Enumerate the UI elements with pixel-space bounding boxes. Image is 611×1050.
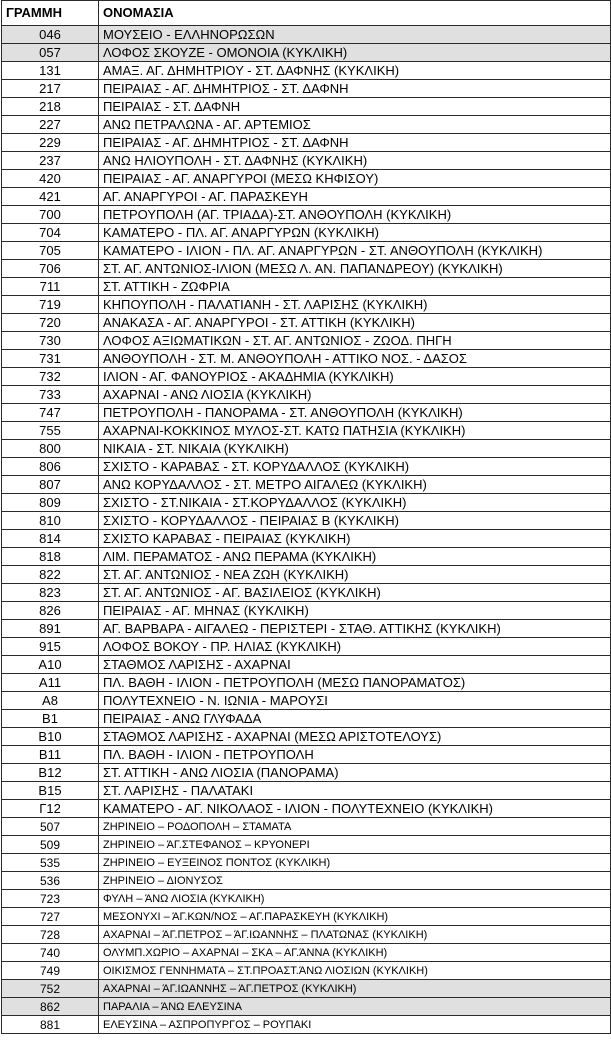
route-name: ΖΗΡΙΝΕΙΟ – ΡΟΔΟΠΟΛΗ – ΣΤΑΜΑΤΑ (99, 818, 611, 836)
table-row (2, 80, 611, 98)
route-name: ΑΝΩ ΠΕΤΡΑΛΩΝΑ - ΑΓ. ΑΡΤΕΜΙΟΣ (99, 116, 611, 134)
route-name: ΙΛΙΟΝ - ΑΓ. ΦΑΝΟΥΡΙΟΣ - ΑΚΑΔΗΜΙΑ (ΚΥΚΛΙΚΗ) (99, 368, 611, 386)
table-row (2, 566, 611, 584)
route-code: Β1 (2, 710, 99, 728)
table-row (2, 584, 611, 602)
table-row (2, 404, 611, 422)
route-name: ΠΕΤΡΟΥΠΟΛΗ (ΑΓ. ΤΡΙΑΔΑ)-ΣΤ. ΑΝΘΟΥΠΟΛΗ (ΚΥΚΛΙΚΗ) (99, 206, 611, 224)
route-code: 706 (2, 260, 99, 278)
table-row (2, 152, 611, 170)
table-row (2, 98, 611, 116)
table-row (2, 638, 611, 656)
table-row (2, 494, 611, 512)
table-row (2, 998, 611, 1016)
table-row (2, 656, 611, 674)
table-row (2, 278, 611, 296)
route-code: 809 (2, 494, 99, 512)
route-code: Α11 (2, 674, 99, 692)
route-code: 046 (2, 26, 99, 44)
table-row (2, 782, 611, 800)
route-code: 218 (2, 98, 99, 116)
table-row (2, 674, 611, 692)
route-name: ΑΧΑΡΝΑΙ-ΚΟΚΚΙΝΟΣ ΜΥΛΟΣ-ΣΤ. ΚΑΤΩ ΠΑΤΗΣΙΑ (ΚΥΚΛΙΚΗ) (99, 422, 611, 440)
header-name: ΟΝΟΜΑΣΙΑ (99, 1, 611, 26)
route-name: ΛΟΦΟΣ ΑΞΙΩΜΑΤΙΚΩΝ - ΣΤ. ΑΓ. ΑΝΤΩΝΙΟΣ - ΖΩΟΔ. ΠΗΓΗ (99, 332, 611, 350)
route-code: 881 (2, 1016, 99, 1034)
routes-table (1, 0, 611, 1034)
route-name: ΣΤ. ΑΓ. ΑΝΤΩΝΙΟΣ - ΝΕΑ ΖΩΗ (ΚΥΚΛΙΚΗ) (99, 566, 611, 584)
route-name: ΠΛ. ΒΑΘΗ - ΙΛΙΟΝ - ΠΕΤΡΟΥΠΟΛΗ (99, 746, 611, 764)
route-code: 826 (2, 602, 99, 620)
table-row (2, 692, 611, 710)
route-code: 723 (2, 890, 99, 908)
route-code: 891 (2, 620, 99, 638)
route-code: 719 (2, 296, 99, 314)
route-name: ΠΑΡΑΛΙΑ – ΆΝΩ ΕΛΕΥΣΙΝΑ (99, 998, 611, 1016)
route-name: ΠΕΤΡΟΥΠΟΛΗ - ΠΑΝΟΡΑΜΑ - ΣΤ. ΑΝΘΟΥΠΟΛΗ (ΚΥΚΛΙΚΗ) (99, 404, 611, 422)
table-row (2, 764, 611, 782)
table-row (2, 836, 611, 854)
route-name: ΟΛΥΜΠ.ΧΩΡΙΟ – ΑΧΑΡΝΑΙ – ΣΚΑ – ΑΓ.ΆΝΝΑ (ΚΥΚΛΙΚΗ) (99, 944, 611, 962)
table-row (2, 206, 611, 224)
route-code: 509 (2, 836, 99, 854)
route-code: 131 (2, 62, 99, 80)
table-row (2, 332, 611, 350)
route-code: 862 (2, 998, 99, 1016)
route-name: ΛΙΜ. ΠΕΡΑΜΑΤΟΣ - ΑΝΩ ΠΕΡΑΜΑ (ΚΥΚΛΙΚΗ) (99, 548, 611, 566)
table-row (2, 116, 611, 134)
table-row (2, 710, 611, 728)
route-name: ΑΧΑΡΝΑΙ – ΆΓ.ΠΕΤΡΟΣ – ΆΓ.ΙΩΑΝΝΗΣ – ΠΛΑΤΩΝΑΣ (ΚΥΚΛΙΚΗ) (99, 926, 611, 944)
route-code: 800 (2, 440, 99, 458)
routes-body (2, 26, 611, 1034)
route-name: ΑΝΩ ΚΟΡΥΔΑΛΛΟΣ - ΣΤ. ΜΕΤΡΟ ΑΙΓΑΛΕΩ (ΚΥΚΛΙΚΗ) (99, 476, 611, 494)
route-name: ΖΗΡΙΝΕΙΟ – ΆΓ.ΣΤΕΦΑΝΟΣ – ΚΡΥΟΝΕΡΙ (99, 836, 611, 854)
route-name: ΛΟΦΟΣ ΒΟΚΟΥ - ΠΡ. ΗΛΙΑΣ (ΚΥΚΛΙΚΗ) (99, 638, 611, 656)
route-name: ΜΟΥΣΕΙΟ - ΕΛΛΗΝΟΡΩΣΩΝ (99, 26, 611, 44)
table-row (2, 134, 611, 152)
route-name: ΑΓ. ΑΝΑΡΓΥΡΟΙ - ΑΓ. ΠΑΡΑΣΚΕΥΗ (99, 188, 611, 206)
route-code: 749 (2, 962, 99, 980)
table-row (2, 44, 611, 62)
route-name: ΣΤΑΘΜΟΣ ΛΑΡΙΣΗΣ - ΑΧΑΡΝΑΙ (99, 656, 611, 674)
route-code: Α10 (2, 656, 99, 674)
route-code: 704 (2, 224, 99, 242)
route-name: ΠΕΙΡΑΙΑΣ - ΑΝΩ ΓΛΥΦΑΔΑ (99, 710, 611, 728)
table-row (2, 26, 611, 44)
table-row (2, 962, 611, 980)
route-name: ΑΝΩ ΗΛΙΟΥΠΟΛΗ - ΣΤ. ΔΑΦΝΗΣ (ΚΥΚΛΙΚΗ) (99, 152, 611, 170)
table-row (2, 458, 611, 476)
route-name: ΑΝΑΚΑΣΑ - ΑΓ. ΑΝΑΡΓΥΡΟΙ - ΣΤ. ΑΤΤΙΚΗ (ΚΥΚΛΙΚΗ) (99, 314, 611, 332)
route-name: ΑΓ. ΒΑΡΒΑΡΑ - ΑΙΓΑΛΕΩ - ΠΕΡΙΣΤΕΡΙ - ΣΤΑΘ. ΑΤΤΙΚΗΣ (ΚΥΚΛΙΚΗ) (99, 620, 611, 638)
route-name: ΑΧΑΡΝΑΙ - ΑΝΩ ΛΙΟΣΙΑ (ΚΥΚΛΙΚΗ) (99, 386, 611, 404)
table-row (2, 908, 611, 926)
route-name: ΣΤ. ΛΑΡΙΣΗΣ - ΠΑΛΑΤΑΚΙ (99, 782, 611, 800)
route-name: ΟΙΚΙΣΜΟΣ ΓΕΝΝΗΜΑΤΑ – ΣΤ.ΠΡΟΑΣΤ.ΆΝΩ ΛΙΟΣΙΩΝ (ΚΥΚΛΙΚΗ) (99, 962, 611, 980)
route-code: 730 (2, 332, 99, 350)
route-code: 755 (2, 422, 99, 440)
route-name: ΖΗΡΙΝΕΙΟ – ΔΙΟΝΥΣΟΣ (99, 872, 611, 890)
table-row (2, 476, 611, 494)
route-code: Γ12 (2, 800, 99, 818)
route-code: 727 (2, 908, 99, 926)
table-row (2, 620, 611, 638)
header-row (2, 1, 611, 26)
table-row (2, 512, 611, 530)
table-row (2, 296, 611, 314)
route-name: ΣΧΙΣΤΟ ΚΑΡΑΒΑΣ - ΠΕΙΡΑΙΑΣ (ΚΥΚΛΙΚΗ) (99, 530, 611, 548)
table-row (2, 530, 611, 548)
route-name: ΠΟΛΥΤΕΧΝΕΙΟ - Ν. ΙΩΝΙΑ - ΜΑΡΟΥΣΙ (99, 692, 611, 710)
route-code: 227 (2, 116, 99, 134)
route-code: 807 (2, 476, 99, 494)
route-code: 747 (2, 404, 99, 422)
route-name: ΖΗΡΙΝΕΙΟ – ΕΥΞΕΙΝΟΣ ΠΟΝΤΟΣ (ΚΥΚΛΙΚΗ) (99, 854, 611, 872)
table-row (2, 890, 611, 908)
route-name: ΚΑΜΑΤΕΡΟ - ΑΓ. ΝΙΚΟΛΑΟΣ - ΙΛΙΟΝ - ΠΟΛΥΤΕΧΝΕΙΟ (ΚΥΚΛΙΚΗ) (99, 800, 611, 818)
table-row (2, 872, 611, 890)
route-name: ΠΕΙΡΑΙΑΣ - ΑΓ. ΜΗΝΑΣ (ΚΥΚΛΙΚΗ) (99, 602, 611, 620)
route-name: ΠΕΙΡΑΙΑΣ - ΑΓ. ΑΝΑΡΓΥΡΟΙ (ΜΕΣΩ ΚΗΦΙΣΟΥ) (99, 170, 611, 188)
route-name: ΚΑΜΑΤΕΡΟ - ΠΛ. ΑΓ. ΑΝΑΡΓΥΡΩΝ (ΚΥΚΛΙΚΗ) (99, 224, 611, 242)
table-row (2, 440, 611, 458)
table-row (2, 260, 611, 278)
route-name: ΑΧΑΡΝΑΙ – ΆΓ.ΙΩΑΝΝΗΣ – ΆΓ.ΠΕΤΡΟΣ (ΚΥΚΛΙΚΗ) (99, 980, 611, 998)
route-name: ΣΧΙΣΤΟ - ΣΤ.ΝΙΚΑΙΑ - ΣΤ.ΚΟΡΥΔΑΛΛΟΣ (ΚΥΚΛΙΚΗ) (99, 494, 611, 512)
route-code: Β11 (2, 746, 99, 764)
route-code: 814 (2, 530, 99, 548)
route-code: Β12 (2, 764, 99, 782)
route-code: 711 (2, 278, 99, 296)
route-code: 535 (2, 854, 99, 872)
route-name: ΚΗΠΟΥΠΟΛΗ - ΠΑΛΑΤΙΑΝΗ - ΣΤ. ΛΑΡΙΣΗΣ (ΚΥΚΛΙΚΗ) (99, 296, 611, 314)
table-row (2, 944, 611, 962)
route-code: 057 (2, 44, 99, 62)
table-row (2, 350, 611, 368)
route-code: 806 (2, 458, 99, 476)
route-name: ΜΕΣΟΝΥΧΙ – ΆΓ.ΚΩΝ/ΝΟΣ – ΑΓ.ΠΑΡΑΣΚΕΥΗ (ΚΥΚΛΙΚΗ) (99, 908, 611, 926)
route-code: 810 (2, 512, 99, 530)
route-code: 728 (2, 926, 99, 944)
table-row (2, 602, 611, 620)
route-name: ΣΤ. ΑΤΤΙΚΗ - ΖΩΦΡΙΑ (99, 278, 611, 296)
table-row (2, 728, 611, 746)
table-row (2, 224, 611, 242)
table-row (2, 422, 611, 440)
route-code: 740 (2, 944, 99, 962)
table-row (2, 818, 611, 836)
route-code: 421 (2, 188, 99, 206)
route-code: 420 (2, 170, 99, 188)
route-name: ΛΟΦΟΣ ΣΚΟΥΖΕ - ΟΜΟΝΟΙΑ (ΚΥΚΛΙΚΗ) (99, 44, 611, 62)
route-name: ΠΕΙΡΑΙΑΣ - ΑΓ. ΔΗΜΗΤΡΙΟΣ - ΣΤ. ΔΑΦΝΗ (99, 134, 611, 152)
route-name: ΠΕΙΡΑΙΑΣ - ΣΤ. ΔΑΦΝΗ (99, 98, 611, 116)
route-name: ΦΥΛΗ – ΆΝΩ ΛΙΟΣΙΑ (ΚΥΚΛΙΚΗ) (99, 890, 611, 908)
route-name: ΑΝΘΟΥΠΟΛΗ - ΣΤ. Μ. ΑΝΘΟΥΠΟΛΗ - ΑΤΤΙΚΟ ΝΟΣ. - ΔΑΣΟΣ (99, 350, 611, 368)
table-row (2, 188, 611, 206)
table-row (2, 242, 611, 260)
table-row (2, 62, 611, 80)
route-code: 536 (2, 872, 99, 890)
table-row (2, 314, 611, 332)
route-code: 731 (2, 350, 99, 368)
table-row (2, 980, 611, 998)
table-row (2, 746, 611, 764)
route-name: ΠΕΙΡΑΙΑΣ - ΑΓ. ΔΗΜΗΤΡΙΟΣ - ΣΤ. ΔΑΦΝΗ (99, 80, 611, 98)
route-code: 818 (2, 548, 99, 566)
route-name: ΝΙΚΑΙΑ - ΣΤ. ΝΙΚΑΙΑ (ΚΥΚΛΙΚΗ) (99, 440, 611, 458)
route-name: ΕΛΕΥΣΙΝΑ – ΑΣΠΡΟΠΥΡΓΟΣ – ΡΟΥΠΑΚΙ (99, 1016, 611, 1034)
table-row (2, 170, 611, 188)
route-code: 507 (2, 818, 99, 836)
route-code: 229 (2, 134, 99, 152)
route-code: 217 (2, 80, 99, 98)
table-row (2, 386, 611, 404)
table-row (2, 368, 611, 386)
route-code: 752 (2, 980, 99, 998)
route-name: ΣΤ. ΑΤΤΙΚΗ - ΑΝΩ ΛΙΟΣΙΑ (ΠΑΝΟΡΑΜΑ) (99, 764, 611, 782)
route-code: Β15 (2, 782, 99, 800)
table-row (2, 1016, 611, 1034)
route-code: 915 (2, 638, 99, 656)
route-name: ΑΜΑΞ. ΑΓ. ΔΗΜΗΤΡΙΟΥ - ΣΤ. ΔΑΦΝΗΣ (ΚΥΚΛΙΚΗ) (99, 62, 611, 80)
route-code: 720 (2, 314, 99, 332)
route-code: 823 (2, 584, 99, 602)
route-code: 700 (2, 206, 99, 224)
table-row (2, 854, 611, 872)
table-row (2, 548, 611, 566)
route-code: Β10 (2, 728, 99, 746)
route-name: ΣΤ. ΑΓ. ΑΝΤΩΝΙΟΣ - ΑΓ. ΒΑΣΙΛΕΙΟΣ (ΚΥΚΛΙΚΗ) (99, 584, 611, 602)
route-code: 705 (2, 242, 99, 260)
route-code: 733 (2, 386, 99, 404)
table-row (2, 926, 611, 944)
route-code: 732 (2, 368, 99, 386)
route-name: ΣΧΙΣΤΟ - ΚΑΡΑΒΑΣ - ΣΤ. ΚΟΡΥΔΑΛΛΟΣ (ΚΥΚΛΙΚΗ) (99, 458, 611, 476)
route-name: ΚΑΜΑΤΕΡΟ - ΙΛΙΟΝ - ΠΛ. ΑΓ. ΑΝΑΡΓΥΡΩΝ - ΣΤ. ΑΝΘΟΥΠΟΛΗ (ΚΥΚΛΙΚΗ) (99, 242, 611, 260)
route-code: Α8 (2, 692, 99, 710)
route-name: ΣΤ. ΑΓ. ΑΝΤΩΝΙΟΣ-ΙΛΙΟΝ (ΜΕΣΩ Λ. ΑΝ. ΠΑΠΑΝΔΡΕΟΥ) (ΚΥΚΛΙΚΗ) (99, 260, 611, 278)
route-name: ΣΤΑΘΜΟΣ ΛΑΡΙΣΗΣ - ΑΧΑΡΝΑΙ (ΜΕΣΩ ΑΡΙΣΤΟΤΕΛΟΥΣ) (99, 728, 611, 746)
route-name: ΣΧΙΣΤΟ - ΚΟΡΥΔΑΛΛΟΣ - ΠΕΙΡΑΙΑΣ Β (ΚΥΚΛΙΚΗ) (99, 512, 611, 530)
route-code: 822 (2, 566, 99, 584)
header-line: ΓΡΑΜΜΗ (2, 1, 99, 26)
route-code: 237 (2, 152, 99, 170)
table-row (2, 800, 611, 818)
route-name: ΠΛ. ΒΑΘΗ - ΙΛΙΟΝ - ΠΕΤΡΟΥΠΟΛΗ (ΜΕΣΩ ΠΑΝΟΡΑΜΑΤΟΣ) (99, 674, 611, 692)
